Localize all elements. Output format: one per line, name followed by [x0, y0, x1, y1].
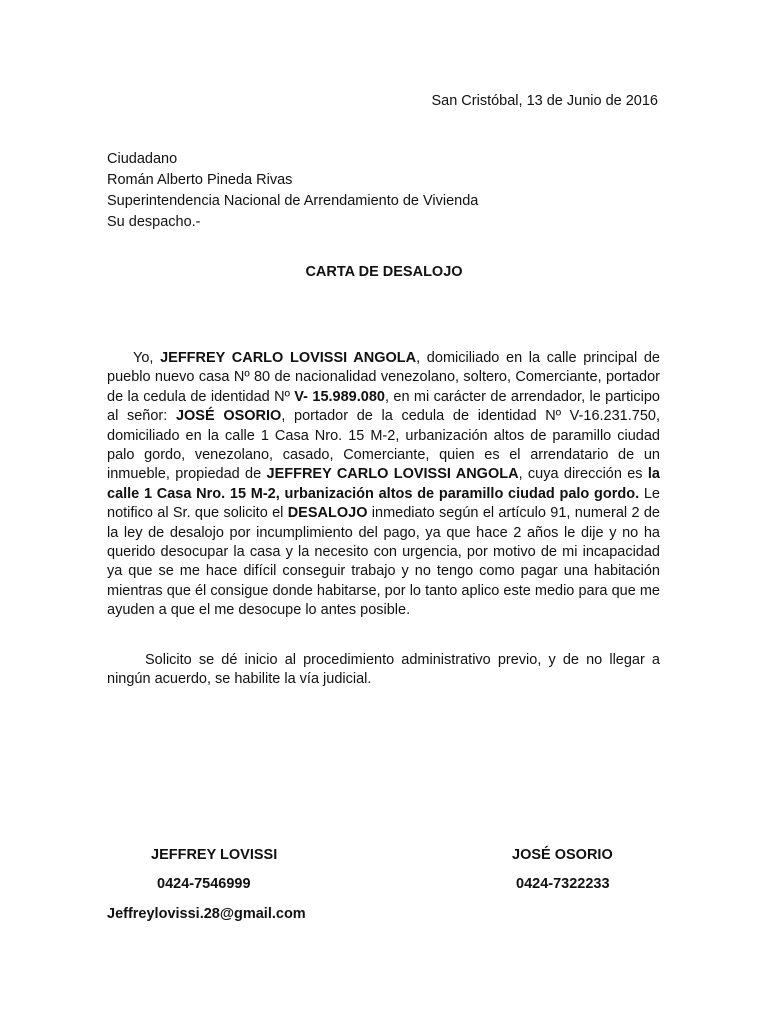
property-address: la calle 1 Casa Nro. 15 M-2, urbanización altos de paramillo ciudad palo gordo.	[107, 466, 660, 502]
signature-left-phone: 0424-7546999	[157, 876, 251, 892]
owner-name: JEFFREY CARLO LOVISSI ANGOLA	[266, 466, 519, 483]
body-text: , en mi carácter de arrendador, le participo al señor:	[107, 388, 660, 425]
body-text: , cuya dirección es	[518, 466, 648, 483]
landlord-id: V- 15.989.080	[294, 388, 385, 405]
date-line: San Cristóbal, 13 de Junio de 2016	[431, 93, 658, 109]
body-text: Yo,	[133, 350, 161, 366]
recipient-institution: Superintendencia Nacional de Arrendamiento de Vivienda	[107, 193, 479, 209]
recipient-closing: Su despacho.-	[107, 214, 201, 230]
body-text: inmediato según el artículo 91, numeral 2 de la ley de desalojo por incumplimiento del pago, ya que hace 2 años le dije y no ha querido desocupar la casa y la necesito con urgencia, por motivo de mi incapacidad ya que se me hace difícil conseguir trabajo y no tengo como pagar una habitación mientras que él consigue donde habitarse, por lo tanto aplico este medio para que me ayuden a que el me desocupe lo antes posible.	[107, 505, 660, 619]
recipient-name: Román Alberto Pineda Rivas	[107, 172, 293, 188]
body-paragraph-1	[107, 349, 660, 621]
signature-right-phone: 0424-7322233	[516, 876, 610, 892]
body-text: Solicito se dé inicio al procedimiento administrativo previo, y de no llegar a ningún acuerdo, se habilite la vía judicial.	[107, 652, 660, 688]
body-text: , domiciliado en la calle principal de pueblo nuevo casa Nº 80 de nacionalidad venezolano, soltero, Comerciante, portador de la cedula de identidad Nº	[107, 350, 660, 405]
recipient-salutation: Ciudadano	[107, 151, 178, 167]
signature-right-name: JOSÉ OSORIO	[512, 847, 613, 863]
eviction-term: DESALOJO	[287, 505, 368, 522]
body-text: Le notifico al Sr. que solicito el	[107, 485, 660, 522]
tenant-name: JOSÉ OSORIO	[175, 408, 282, 425]
signature-left-email: Jeffreylovissi.28@gmail.com	[107, 906, 306, 922]
body-paragraph-2	[107, 651, 660, 690]
body-text: , portador de la cedula de identidad Nº V-16.231.750, domiciliado en la calle 1 Casa Nro. 15 M-2, urbanización altos de paramillo ciudad palo gordo, venezolano, casado, Comerciante, quien es el arrendatario de un inmueble, propiedad de	[107, 408, 660, 483]
signature-left-name: JEFFREY LOVISSI	[151, 847, 278, 863]
landlord-name: JEFFREY CARLO LOVISSI ANGOLA	[160, 350, 417, 366]
letter-title: CARTA DE DESALOJO	[305, 264, 463, 280]
